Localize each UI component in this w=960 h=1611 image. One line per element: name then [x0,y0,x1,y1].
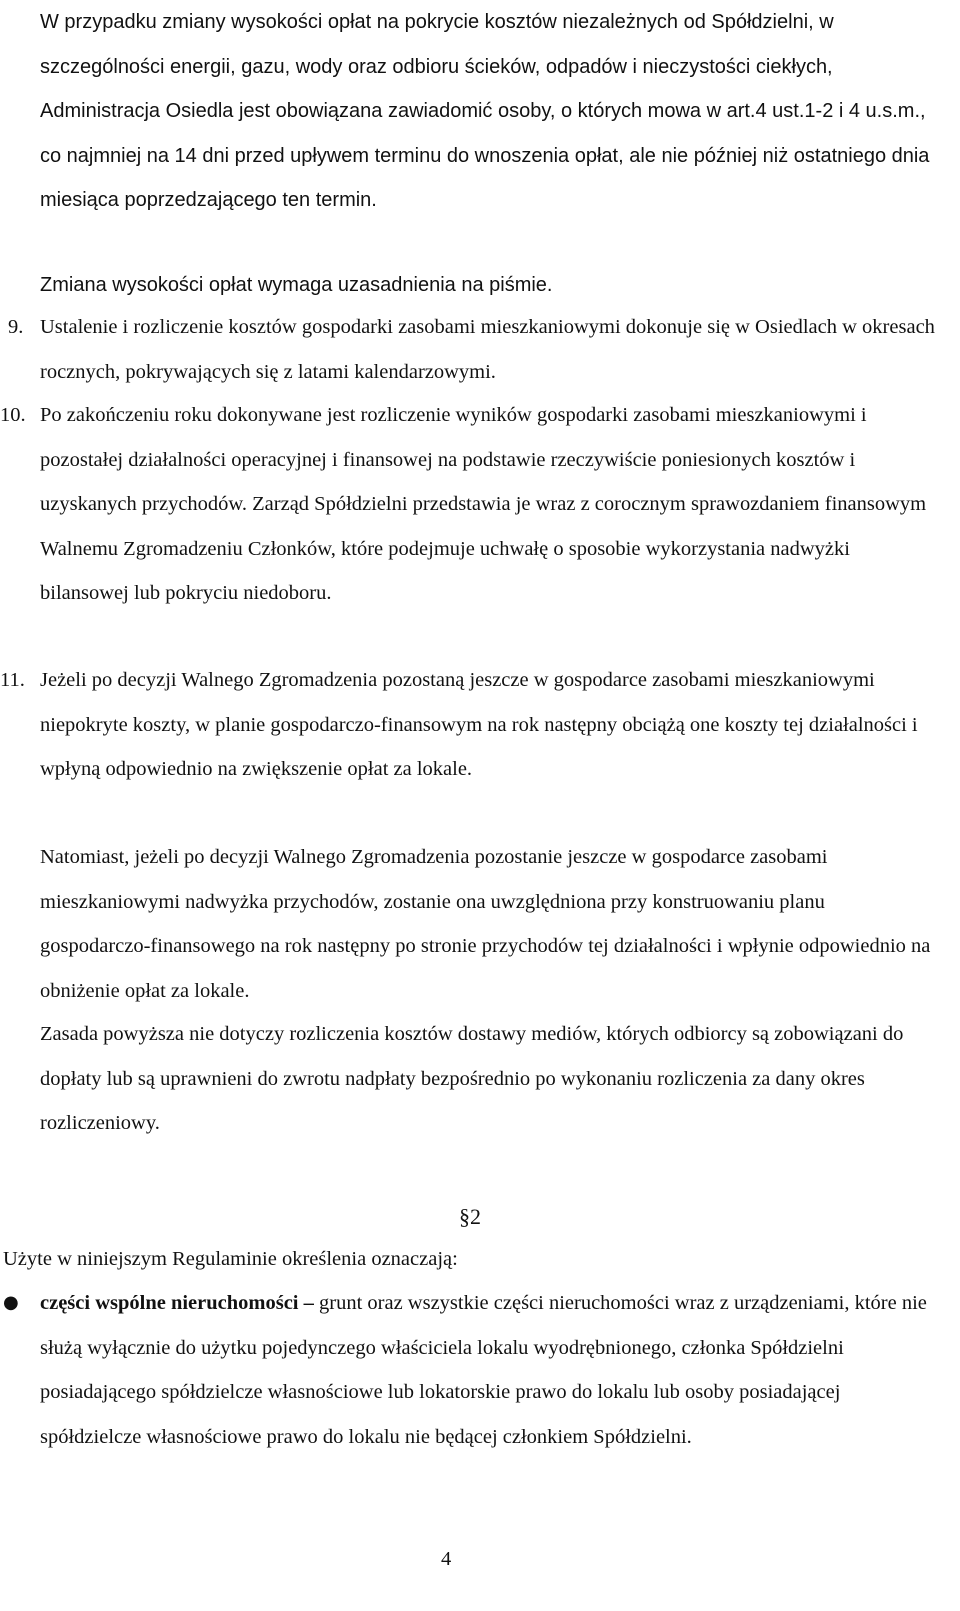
list-item-11-continuation [40,835,940,1013]
list-item-11-continuation-text: Natomiast, jeżeli po decyzji Walnego Zgromadzenia pozostanie jeszcze w gospodarce zasobami mieszkaniowymi nadwyżka przychodów, zostanie ona uwzględniona przy konstruowaniu planu gospodarczo-finansowego na rok następny po stronie przychodów tej działalności i wpłynie odpowiednio na obniżenie opłat za lokale. [40,846,931,1002]
definition-item [40,1281,940,1459]
list-number-9: 9. [8,316,24,338]
definition-separator: – [298,1292,319,1314]
list-item-11-rule-text: Zasada powyższa nie dotyczy rozliczenia kosztów dostawy mediów, których odbiorcy są zobowiązani do dopłaty lub są uprawnieni do zwrotu nadpłaty bezpośrednio po wykonaniu rozliczenia za dany okres rozliczeniowy. [40,1023,904,1134]
section-heading: §2 [459,1204,481,1229]
definition-term: części wspólne nieruchomości [40,1292,299,1314]
list-item-10 [0,393,940,616]
paragraph-opening-text: W przypadku zmiany wysokości opłat na pokrycie kosztów niezależnych od Spółdzielni, w szczególności energii, gazu, wody oraz odbioru ścieków, odpadów i nieczystości ciekłych, Administracja Osiedla jest obowiązana zawiadomić osoby, o których mowa w art.4 ust.1-2 i 4 u.s.m., co najmniej na 14 dni przed upływem terminu do wnoszenia opłat, ale nie później niż ostatniego dnia miesiąca poprzedzającego ten termin. [40,11,930,211]
paragraph-opening [40,0,940,223]
list-item-10-text: Po zakończeniu roku dokonywane jest rozliczenie wyników gospodarki zasobami mieszkaniowymi i pozostałej działalności operacyjnej i finansowej na podstawie rzeczywiście poniesionych kosztów i uzyskanych przychodów. Zarząd Spółdzielni przedstawia je wraz z corocznym sprawozdaniem finansowym Walnemu Zgromadzeniu Członków, które podejmuje uchwałę o sposobie wykorzystania nadwyżki bilansowej lub pokryciu niedoboru. [40,404,927,604]
list-number-11: 11. [0,669,25,691]
list-item-9-text: Ustalenie i rozliczenie kosztów gospodarki zasobami mieszkaniowymi dokonuje się w Osiedlach w okresach rocznych, pokrywających się z latami kalendarzowymi. [40,316,935,383]
list-item-11 [0,658,940,792]
definition-text: grunt oraz wszystkie części nieruchomości wraz z urządzeniami, które nie służą wyłącznie do użytku pojedynczego właściciela lokalu wyodrębnionego, członka Spółdzielni posiadającego spółdzielcze własnościowe lub lokatorskie prawo do lokalu lub osoby posiadającej spółdzielcze własnościowe prawo do lokalu nie będącej członkiem Spółdzielni. [40,1292,927,1448]
page-number: 4 [441,1548,452,1570]
list-item-11-text: Jeżeli po decyzji Walnego Zgromadzenia pozostaną jeszcze w gospodarce zasobami mieszkaniowymi niepokryte koszty, w planie gospodarczo-finansowym na rok następny obciążą one koszty tej działalności i wpłyną odpowiednio na zwiększenie opłat za lokale. [40,669,918,780]
list-item-11-rule [40,1012,940,1146]
section-intro: Użyte w niniejszym Regulaminie określenia oznaczają: [3,1248,458,1270]
paragraph-change-note [40,263,940,308]
list-number-10: 10. [0,404,26,426]
change-note-text: Zmiana wysokości opłat wymaga uzasadnienia na piśmie. [40,274,553,296]
bullet-icon: ● [3,1292,19,1313]
list-item-9 [8,305,940,394]
